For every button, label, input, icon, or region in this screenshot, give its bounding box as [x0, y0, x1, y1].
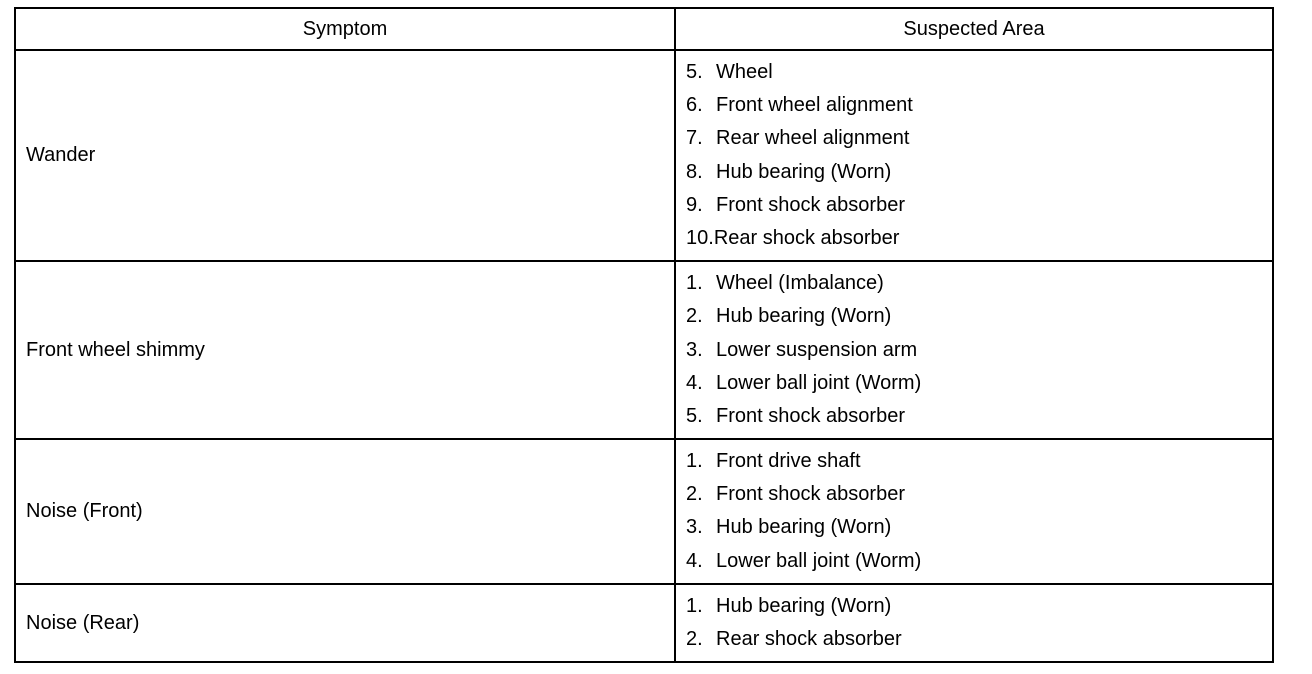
- list-item: [686, 623, 1272, 656]
- table-row: [15, 584, 1273, 662]
- item-text: Hub bearing (Worn): [716, 160, 892, 183]
- symptom-table: [14, 7, 1274, 663]
- suspected-area-cell: [675, 261, 1273, 439]
- item-text: Front shock absorber: [716, 404, 905, 427]
- list-item: [686, 545, 1272, 578]
- list-item: [686, 300, 1272, 333]
- suspected-area-cell: [675, 439, 1273, 584]
- symptom-cell: Noise (Rear): [15, 584, 675, 662]
- table-row: [15, 50, 1273, 261]
- list-item: [686, 590, 1272, 623]
- item-number: 5.: [686, 404, 703, 427]
- header-row: [15, 8, 1273, 50]
- item-number: 9.: [686, 193, 703, 216]
- item-number: 5.: [686, 61, 703, 83]
- list-item: [686, 478, 1272, 511]
- item-number: 1.: [686, 450, 703, 473]
- list-item: [686, 445, 1272, 478]
- item-text: Front shock absorber: [716, 483, 905, 506]
- list-item: [686, 189, 1272, 222]
- list-item: [686, 122, 1272, 155]
- item-text: Rear wheel alignment: [716, 127, 910, 150]
- symptom-cell: Front wheel shimmy: [15, 261, 675, 439]
- symptom-cell: Wander: [15, 50, 675, 261]
- item-text: Hub bearing (Worn): [716, 594, 892, 617]
- suspected-area-list: [686, 267, 1272, 433]
- item-number: 8.: [686, 160, 703, 183]
- item-number: 1.: [686, 272, 703, 295]
- item-number: 2.: [686, 628, 703, 650]
- item-number: 1.: [686, 594, 703, 617]
- list-item: [686, 89, 1272, 122]
- table-row: [15, 261, 1273, 439]
- item-text: Front drive shaft: [716, 450, 861, 473]
- item-number: 2.: [686, 483, 703, 506]
- suspected-area-list: [686, 590, 1272, 656]
- list-item: [686, 156, 1272, 189]
- list-item: [686, 367, 1272, 400]
- suspected-area-cell: [675, 50, 1273, 261]
- list-item: [686, 222, 1272, 255]
- list-item: [686, 267, 1272, 300]
- symptom-cell: Noise (Front): [15, 439, 675, 584]
- table-body: [15, 50, 1273, 662]
- item-text: Hub bearing (Worn): [716, 516, 892, 539]
- list-item: [686, 511, 1272, 544]
- item-text: Lower ball joint (Worm): [716, 549, 922, 572]
- suspected-area-list: [686, 56, 1272, 255]
- item-text: Front shock absorber: [716, 193, 905, 216]
- item-number: 4.: [686, 371, 703, 394]
- item-number: 6.: [686, 94, 703, 117]
- list-item: [686, 334, 1272, 367]
- item-text: Wheel (Imbalance): [716, 272, 884, 295]
- item-text: Rear shock absorber: [716, 628, 902, 650]
- item-number: 10.: [686, 226, 714, 249]
- item-number: 2.: [686, 305, 703, 328]
- item-text: Front wheel alignment: [716, 94, 913, 117]
- item-text: Lower suspension arm: [716, 338, 918, 361]
- item-number: 3.: [686, 516, 703, 539]
- header-suspected-area: Suspected Area: [675, 8, 1273, 50]
- suspected-area-list: [686, 445, 1272, 578]
- item-text: Hub bearing (Worn): [716, 305, 892, 328]
- list-item: [686, 400, 1272, 433]
- suspected-area-cell: [675, 584, 1273, 662]
- list-item: [686, 56, 1272, 89]
- item-text: Wheel: [716, 61, 773, 83]
- table-row: [15, 439, 1273, 584]
- header-symptom: Symptom: [15, 8, 675, 50]
- item-number: 3.: [686, 338, 703, 361]
- item-number: 7.: [686, 127, 703, 150]
- item-text: Rear shock absorber: [713, 226, 900, 249]
- item-text: Lower ball joint (Worm): [716, 371, 922, 394]
- item-number: 4.: [686, 549, 703, 572]
